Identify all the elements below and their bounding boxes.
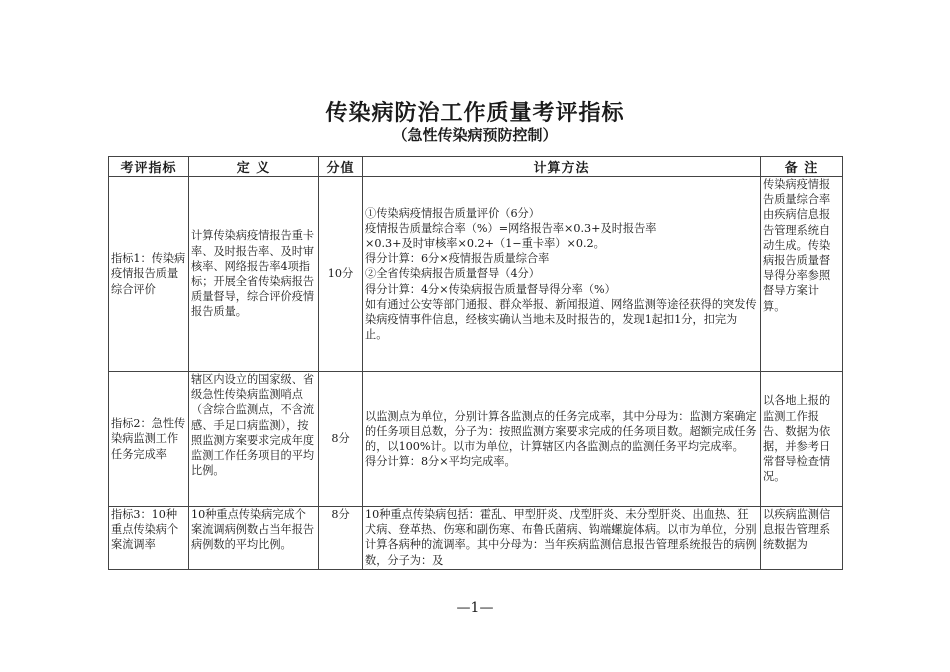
method-line: ①传染病疫情报告质量评价（6分） [365, 206, 540, 220]
table-header-row [109, 157, 843, 177]
definition-cell: 计算传染病疫情报告重卡率、及时报告率、及时审核率、网络报告率4项指标；开展全省传染病报告质量督导，综合评价疫情报告质量。 [189, 177, 319, 372]
header-note: 备 注 [761, 157, 843, 177]
method-line: 疫情报告质量综合率（%）=网络报告率×0.3+及时报告率 [365, 221, 657, 235]
score-cell: 8分 [319, 372, 363, 507]
definition-cell: 10种重点传染病完成个案流调病例数占当年报告病例数的平均比例。 [189, 507, 319, 570]
header-definition: 定 义 [189, 157, 319, 177]
method-cell [363, 177, 761, 372]
note-cell: 以各地上报的监测工作报告、数据为依据，并参考日常督导检查情况。 [761, 372, 843, 507]
method-line: 得分计算：6分×疫情报告质量综合率 [365, 252, 550, 266]
method-line: ×0.3+及时审核率×0.2+（1−重卡率）×0.2。 [365, 236, 605, 250]
page-number: —1— [456, 600, 494, 616]
header-score: 分值 [319, 157, 363, 177]
note-cell: 以疾病监测信息报告管理系统数据为 [761, 507, 843, 570]
method-cell [363, 372, 761, 507]
page-title: 传染病防治工作质量考评指标 [325, 101, 625, 126]
indicator-cell: 指标2：急性传染病监测工作任务完成率 [109, 372, 189, 507]
header-indicator: 考评指标 [109, 157, 189, 177]
table-row [109, 177, 843, 372]
method-line: 以监测点为单位，分别计算各监测点的任务完成率，其中分母为：监测方案确定的任务项目总数，分子为：按照监测方案要求完成的任务项目数。超额完成任务的，以100%计。以市为单位，计算辖区内各监测点的监测任务平均完成率。 [365, 409, 757, 453]
table-row [109, 507, 843, 570]
header-method: 计算方法 [363, 157, 761, 177]
method-line: 如有通过公安等部门通报、群众举报、新闻报道、网络监测等途径获得的突发传染病疫情事件信息，经核实确认当地未及时报告的，发现1起扣1分，扣完为止。 [365, 297, 757, 342]
method-line: 10种重点传染病包括：霍乱、甲型肝炎、戊型肝炎、未分型肝炎、出血热、狂犬病、登革热、伤寒和副伤寒、布鲁氏菌病、钩端螺旋体病。以市为单位，分别计算各病种的流调率。其中分母为：当年疾病监测信息报告管理系统报告的病例数，分子为：及 [365, 508, 757, 567]
indicator-cell: 指标3：10种重点传染病个案流调率 [109, 507, 189, 570]
page-subtitle: （急性传染病预防控制） [392, 126, 558, 144]
definition-cell: 辖区内设立的国家级、省级急性传染病监测哨点（含综合监测点，不含流感、手足口病监测），按照监测方案要求完成年度监测工作任务项目的平均比例。 [189, 372, 319, 507]
table-row [109, 372, 843, 507]
method-cell [363, 507, 761, 570]
note-cell: 传染病疫情报告质量综合率由疾病信息报告管理系统自动生成。传染病报告质量督导得分率参照督导方案计算。 [761, 177, 843, 372]
score-cell: 10分 [319, 177, 363, 372]
evaluation-table [108, 156, 843, 570]
method-line: 得分计算：8分×平均完成率。 [365, 455, 516, 469]
indicator-cell: 指标1：传染病疫情报告质量综合评价 [109, 177, 189, 372]
score-cell: 8分 [319, 507, 363, 570]
method-line: 得分计算：4分×传染病报告质量督导得分率（%） [365, 282, 616, 296]
method-line: ②全省传染病报告质量督导（4分） [365, 267, 540, 281]
